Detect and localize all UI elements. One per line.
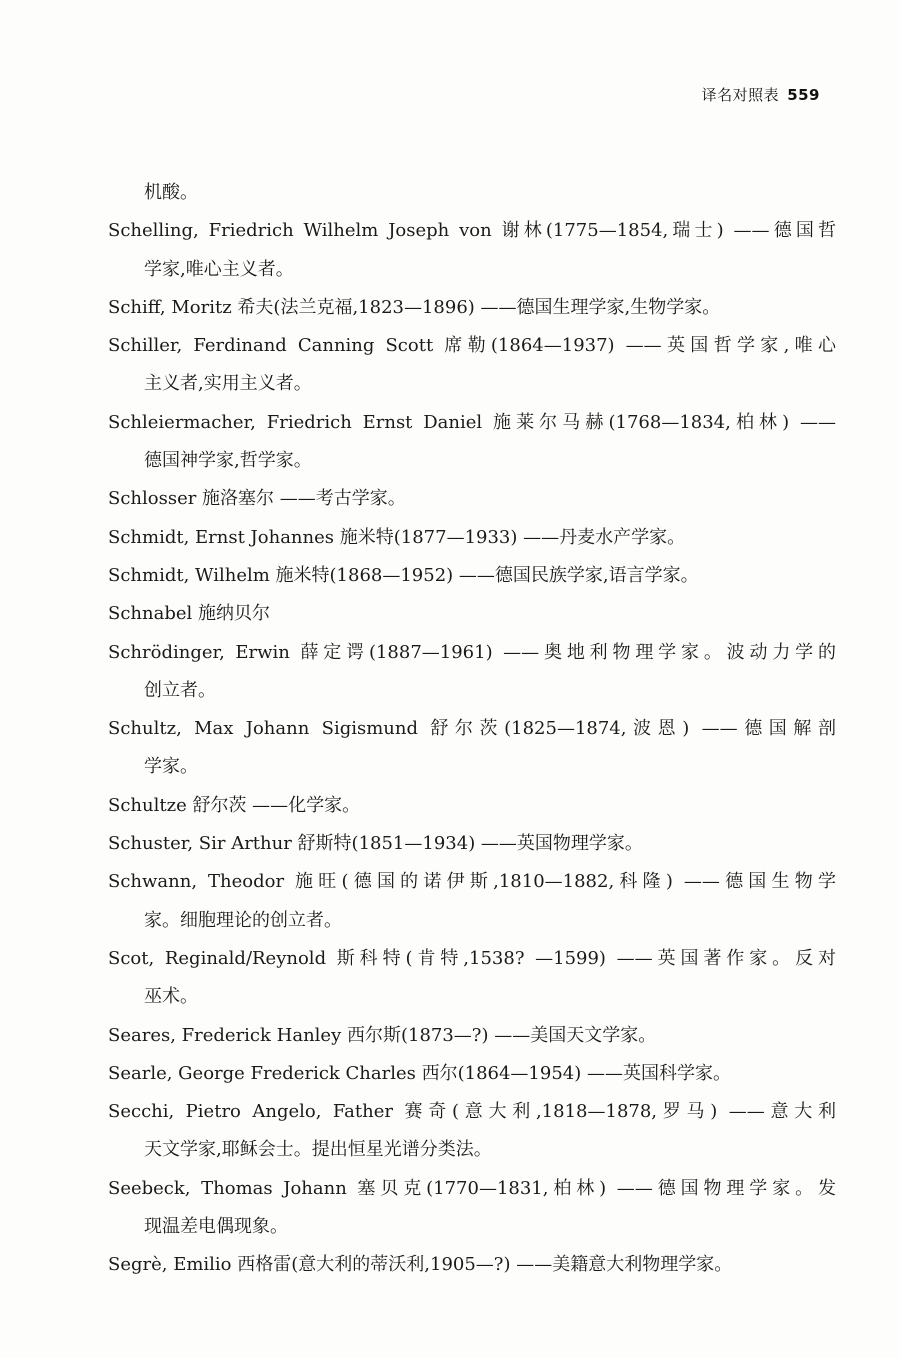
page-number: 559 — [787, 86, 820, 104]
entry-continuation-line: 学家,唯心主义者。 — [144, 258, 294, 280]
entry-line: Schnabel 施纳贝尔 — [108, 603, 270, 625]
entry-continuation-line: 机酸。 — [144, 182, 198, 203]
entry-continuation-line: 学家。 — [144, 756, 198, 778]
entry-line: Schiff, Moritz 希夫(法兰克福,1823—1896) ——德国生理学家,生物学家。 — [108, 296, 721, 318]
entry-line: Schiller, Ferdinand Canning Scott 席勒(1864—1937) ——英国哲学家,唯心 — [108, 335, 836, 357]
entry-line: Secchi, Pietro Angelo, Father 赛奇(意大利,1818—1878,罗马) ——意大利 — [108, 1101, 836, 1123]
entry-line: Schrödinger, Erwin 薛定谔(1887—1961) ——奥地利物理学家。波动力学的 — [108, 641, 836, 663]
entry-line: Schwann, Theodor 施旺(德国的诺伊斯,1810—1882,科隆) ——德国生物学 — [108, 871, 836, 893]
entry-line: Scot, Reginald/Reynold 斯科特(肯特,1538? —1599) ——英国著作家。反对 — [108, 947, 836, 969]
entry-continuation-line: 创立者。 — [144, 679, 216, 701]
entry-line: Seares, Frederick Hanley 西尔斯(1873—?) ——美国天文学家。 — [108, 1024, 657, 1046]
entry-line: Schultze 舒尔茨 ——化学家。 — [108, 794, 361, 816]
entry-continuation-line: 巫术。 — [144, 986, 198, 1008]
entry-continuation-line: 主义者,实用主义者。 — [144, 373, 312, 395]
entry-line: Seebeck, Thomas Johann 塞贝克(1770—1831,柏林) ——德国物理学家。发 — [108, 1177, 836, 1199]
entry-line: Segrè, Emilio 西格雷(意大利的蒂沃利,1905—?) ——美籍意大利物理学家。 — [108, 1254, 733, 1276]
entry-line: Searle, George Frederick Charles 西尔(1864—1954) ——英国科学家。 — [108, 1062, 731, 1084]
entry-continuation-line: 家。细胞理论的创立者。 — [144, 909, 342, 931]
entry-continuation-line: 天文学家,耶稣会士。提出恒星光谱分类法。 — [144, 1139, 492, 1161]
entry-line: Schleiermacher, Friedrich Ernst Daniel 施莱尔马赫(1768—1834,柏林) —— — [108, 411, 836, 433]
section-title: 译名对照表 — [701, 86, 780, 104]
entry-line: Schuster, Sir Arthur 舒斯特(1851—1934) ——英国物理学家。 — [108, 833, 643, 855]
entry-line: Schultz, Max Johann Sigismund 舒尔茨(1825—1874,波恩) ——德国解剖 — [108, 718, 836, 740]
glossary-text — [108, 174, 836, 1285]
entry-line: Schmidt, Ernst Johannes 施米特(1877—1933) ——丹麦水产学家。 — [108, 526, 686, 548]
entry-continuation-line: 现温差电偶现象。 — [144, 1216, 288, 1238]
entry-line: Schelling, Friedrich Wilhelm Joseph von 谢林(1775—1854,瑞士) ——德国哲 — [108, 220, 836, 242]
running-header — [702, 84, 820, 105]
entry-line: Schlosser 施洛塞尔 ——考古学家。 — [108, 488, 406, 510]
entry-continuation-line: 德国神学家,哲学家。 — [144, 450, 312, 472]
entry-line: Schmidt, Wilhelm 施米特(1868—1952) ——德国民族学家,语言学家。 — [108, 564, 699, 586]
